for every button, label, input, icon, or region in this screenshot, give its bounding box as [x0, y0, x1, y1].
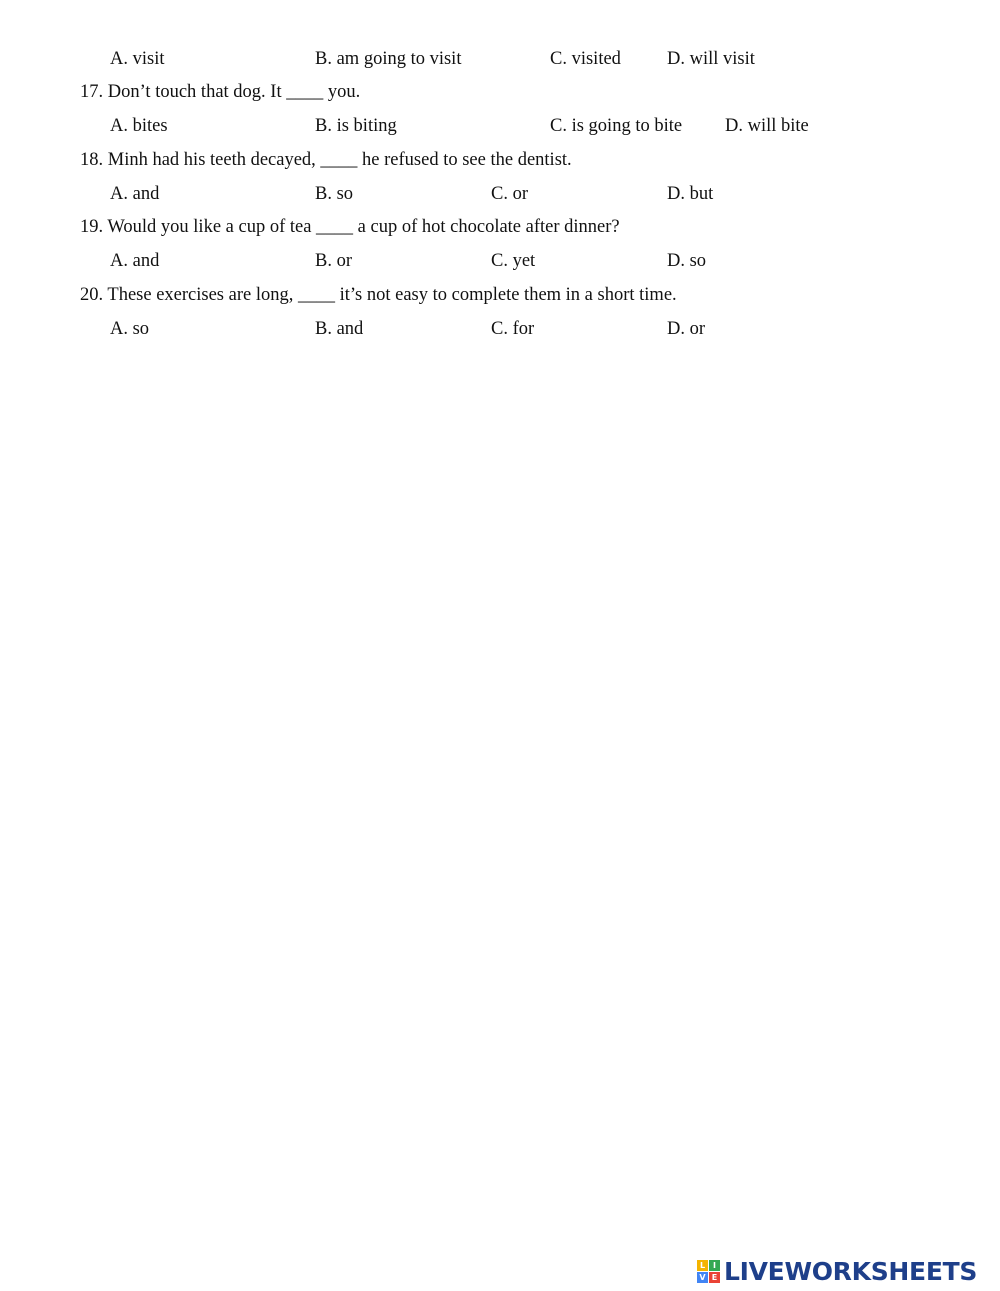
logo-mark-l: L	[697, 1260, 708, 1271]
q19-option-b: B. or	[315, 251, 352, 271]
live-logo-icon	[697, 1260, 720, 1283]
q20-option-a: A. so	[110, 319, 150, 339]
q16-option-c: C. visited	[550, 49, 621, 69]
q17-option-c: C. is going to bite	[550, 116, 683, 136]
q16-option-a: A. visit	[110, 49, 165, 69]
logo-wordmark: LIVEWORKSHEETS	[724, 1256, 978, 1286]
q17-option-d: D. will bite	[725, 116, 809, 136]
q19-option-d: D. so	[667, 251, 707, 271]
q17-option-a: A. bites	[110, 116, 168, 136]
logo-mark-i: I	[709, 1260, 720, 1271]
q18-option-d: D. but	[667, 184, 714, 204]
question-19-text: 19. Would you like a cup of tea ____ a cup of hot chocolate after dinner?	[80, 217, 620, 237]
q17-option-b: B. is biting	[315, 116, 397, 136]
q19-option-c: C. yet	[491, 251, 536, 271]
q20-option-c: C. for	[491, 319, 535, 339]
q18-option-c: C. or	[491, 184, 528, 204]
q20-option-d: D. or	[667, 319, 706, 339]
q16-option-d: D. will visit	[667, 49, 755, 69]
q19-option-a: A. and	[110, 251, 160, 271]
question-18-text: 18. Minh had his teeth decayed, ____ he refused to see the dentist.	[80, 150, 572, 170]
logo-mark-e: E	[709, 1272, 720, 1283]
logo-mark-v: V	[697, 1272, 708, 1283]
q20-option-b: B. and	[315, 319, 364, 339]
q16-option-b: B. am going to visit	[315, 49, 462, 69]
question-17-text: 17. Don’t touch that dog. It ____ you.	[80, 82, 361, 102]
q18-option-b: B. so	[315, 184, 354, 204]
q18-option-a: A. and	[110, 184, 160, 204]
liveworksheets-logo	[697, 1255, 977, 1287]
question-20-text: 20. These exercises are long, ____ it’s not easy to complete them in a short time.	[80, 285, 677, 305]
